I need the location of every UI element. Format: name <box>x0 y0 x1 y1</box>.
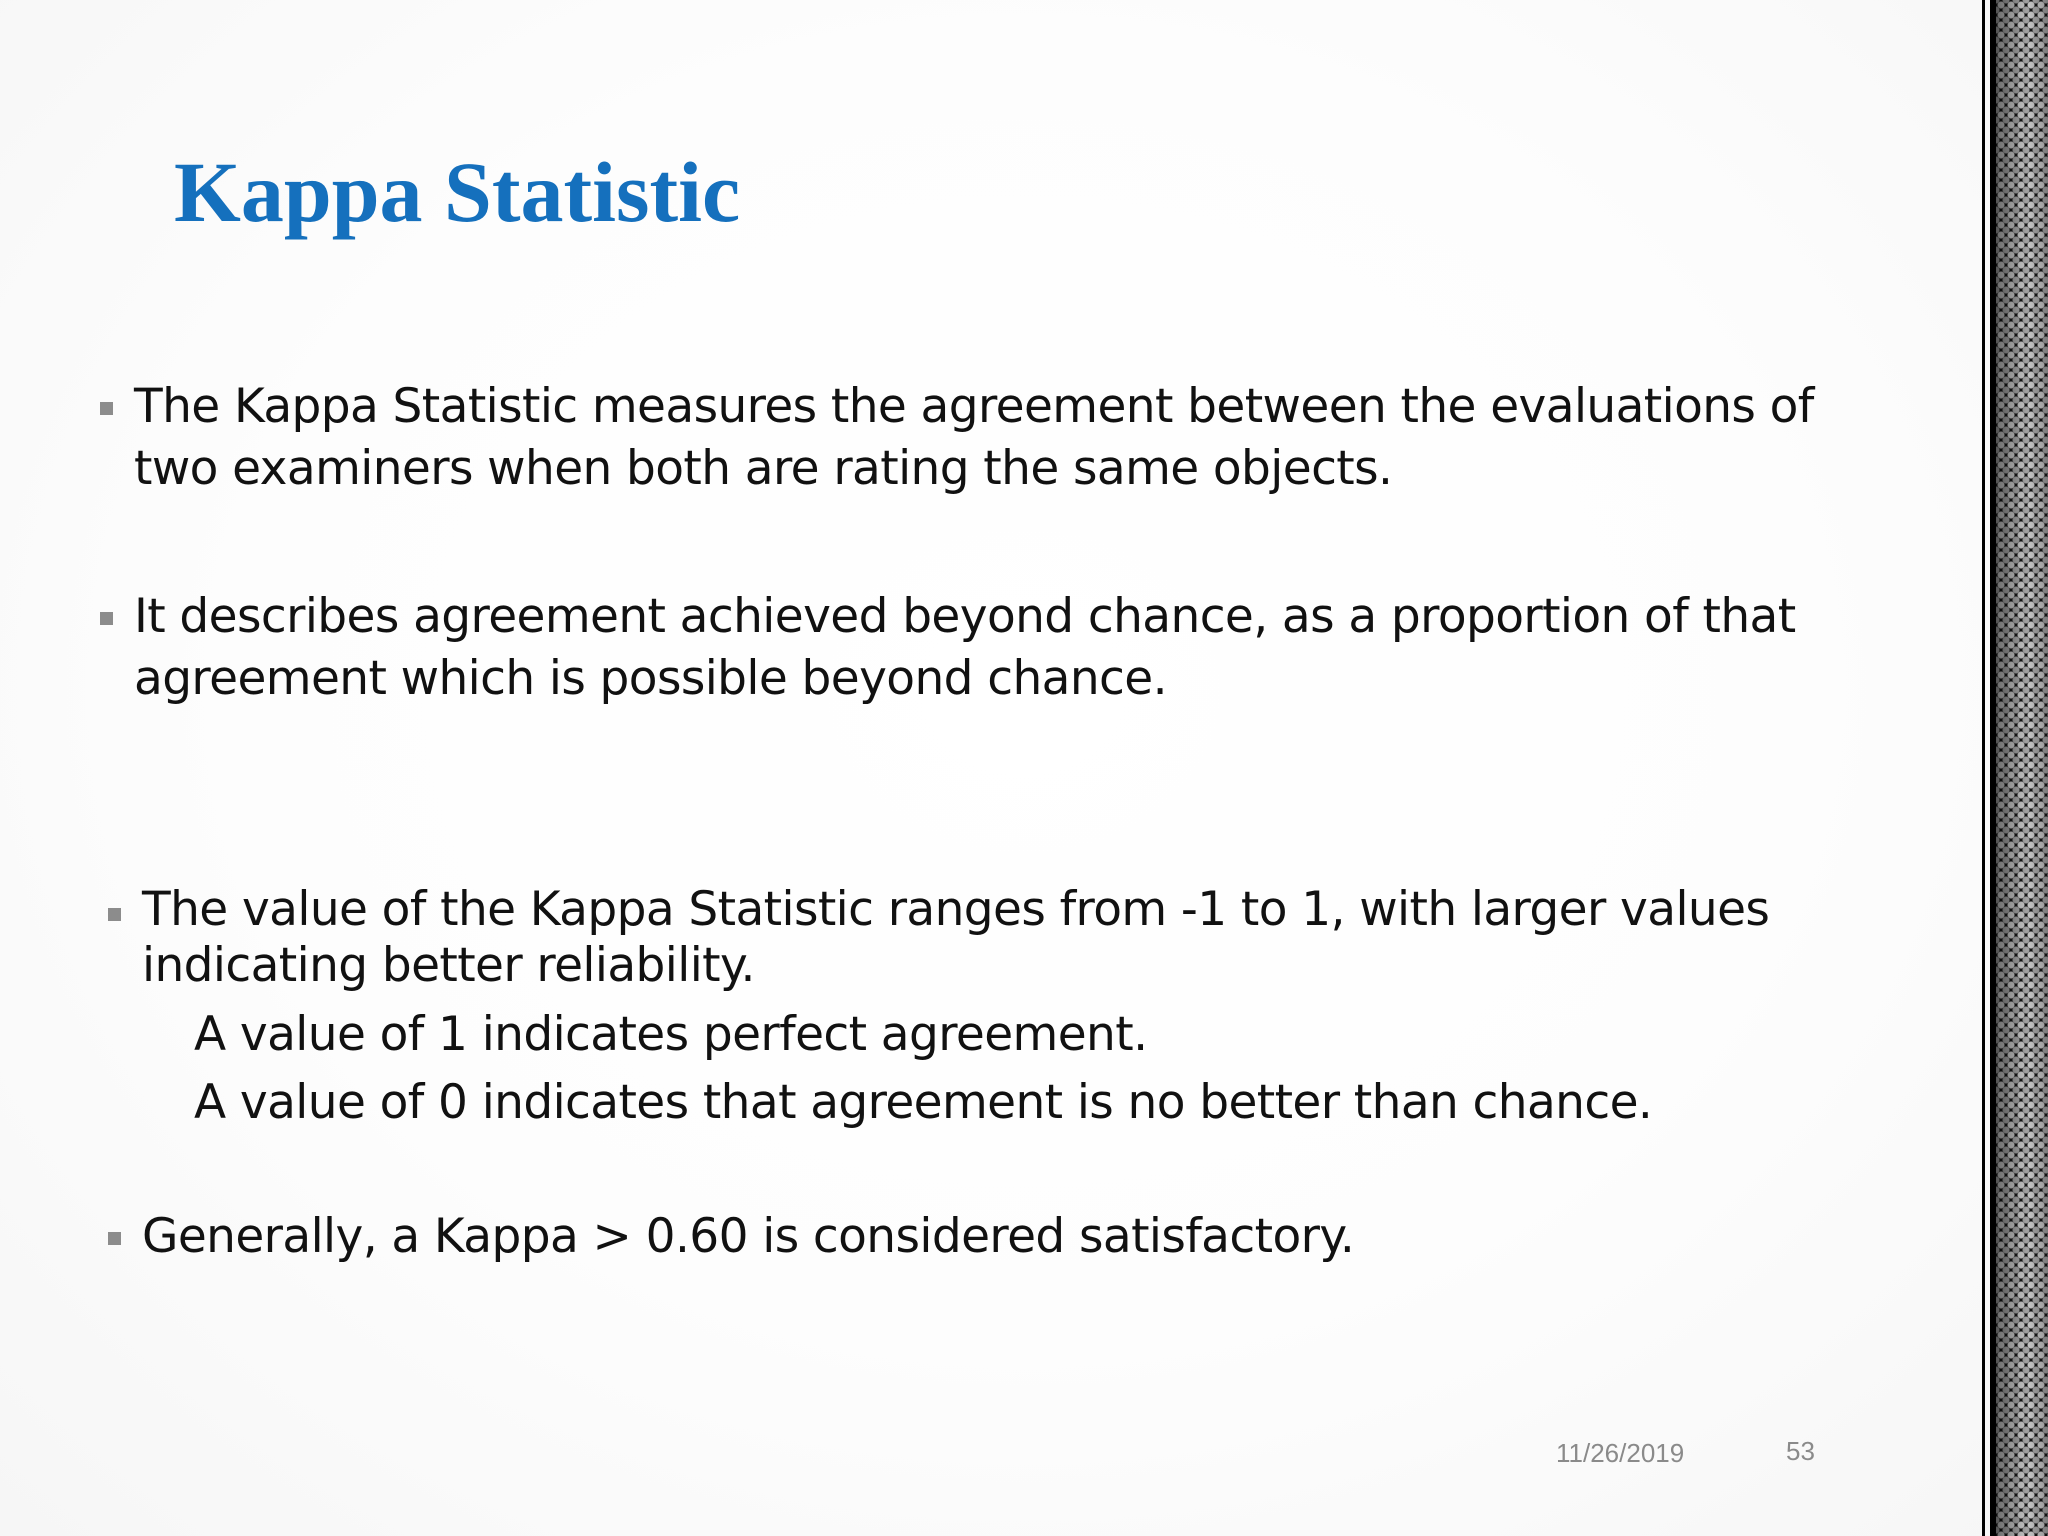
bullet-square-icon <box>100 402 113 415</box>
bullet-text: The value of the Kappa Statistic ranges from -1 to 1, with larger values indicating better reliability. <box>142 882 1770 993</box>
bullet-item <box>142 1206 1902 1268</box>
bullet-text: The Kappa Statistic measures the agreement between the evaluations of two examiners when both are rating the same objects. <box>134 379 1814 496</box>
bullet-square-icon <box>108 908 121 921</box>
bullet-square-icon <box>108 1232 121 1245</box>
sub-point: A value of 1 indicates perfect agreement. <box>194 1007 1148 1062</box>
bullet-square-icon <box>100 612 113 625</box>
sub-point: A value of 0 indicates that agreement is no better than chance. <box>194 1075 1653 1130</box>
slide-page-number: 53 <box>1786 1436 1815 1466</box>
bullet-item <box>134 376 1894 500</box>
edge-line <box>1982 0 1985 1536</box>
bullet-item <box>142 882 1902 994</box>
edge-shadow-decoration <box>1996 0 2048 1536</box>
slide-title: Kappa Statistic <box>174 144 741 240</box>
bullet-text: It describes agreement achieved beyond chance, as a proportion of that agreement which is possible beyond chance. <box>134 589 1796 706</box>
footer-date: 11/26/2019 <box>1556 1438 1685 1468</box>
bullet-item <box>134 586 1894 710</box>
bullet-text: Generally, a Kappa > 0.60 is considered satisfactory. <box>142 1209 1355 1264</box>
